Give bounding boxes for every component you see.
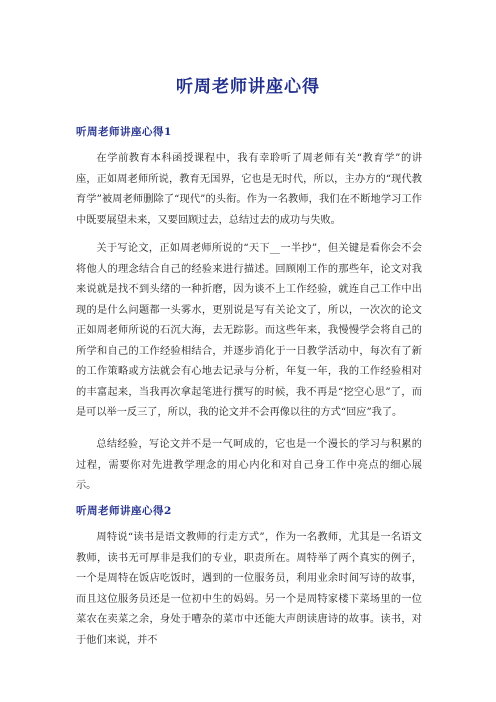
section-heading-2: 听周老师讲座心得2 <box>76 505 172 517</box>
paragraph-3: 总结经验，写论文并不是一气呵成的，它也是一个漫长的学习与积累的过程，需要你对先进教学理念的用心内化和对自己身工作中亮点的细心展示。 <box>76 439 422 491</box>
paragraph-4: 周特说“读书是语文教师的行走方式”，作为一名教师，尤其是一名语文教师，读书无可厚非是我们的专业，职责所在。周特举了两个真实的例子，一个是周特在饭店吃饭时，遇到的一位服务员，利用业余时间写诗的故事，而且这位服务员还是一位初中生的妈妈。另一个是周特家楼下菜场里的一位菜农在卖菜之余，身处于嘈杂的菜市中还能大声朗读唐诗的故事。读书，对于他们来说，并不 <box>76 532 422 646</box>
document-title: 听周老师讲座心得 <box>176 77 320 97</box>
paragraph-2: 关于写论文，正如周老师所说的“天下__一半抄”，但关键是看你会不会将他人的理念结合自己的经验来进行描述。回顾刚工作的那些年，论文对我来说就是找不到头绪的一种折磨，因为谈不上工作经验，就连自己工作中出现的是什么问题都一头雾水，更别说是写有关论文了，所以，一次次的论文正如周老师所说的石沉大海，去无踪影。而这些年来，我慢慢学会将自己的所学和自己的工作经验相结合，并逐步消化于一日教学活动中，每次有了新的工作策略或方法就会有心地去记录与分析，年复一年，我的工作经验相对的丰富起来，当我再次拿起笔进行撰写的时候，我不再是“挖空心思”了，而是可以举一反三了，所以，我的论文并不会再像以往的方式“回应”我了。 <box>76 243 422 418</box>
section-heading-1: 听周老师讲座心得1 <box>76 126 172 138</box>
paragraph-1: 在学前教育本科函授课程中，我有幸聆听了周老师有关“教育学”的讲座，正如周老师所说，教育无国界，它也是无时代，所以，主办方的“现代教育学”被周老师删除了“现代”的头衔。作为一名教师，我们在不断地学习工作中既要展望未来，又要回顾过去，总结过去的成功与失败。 <box>76 153 422 226</box>
